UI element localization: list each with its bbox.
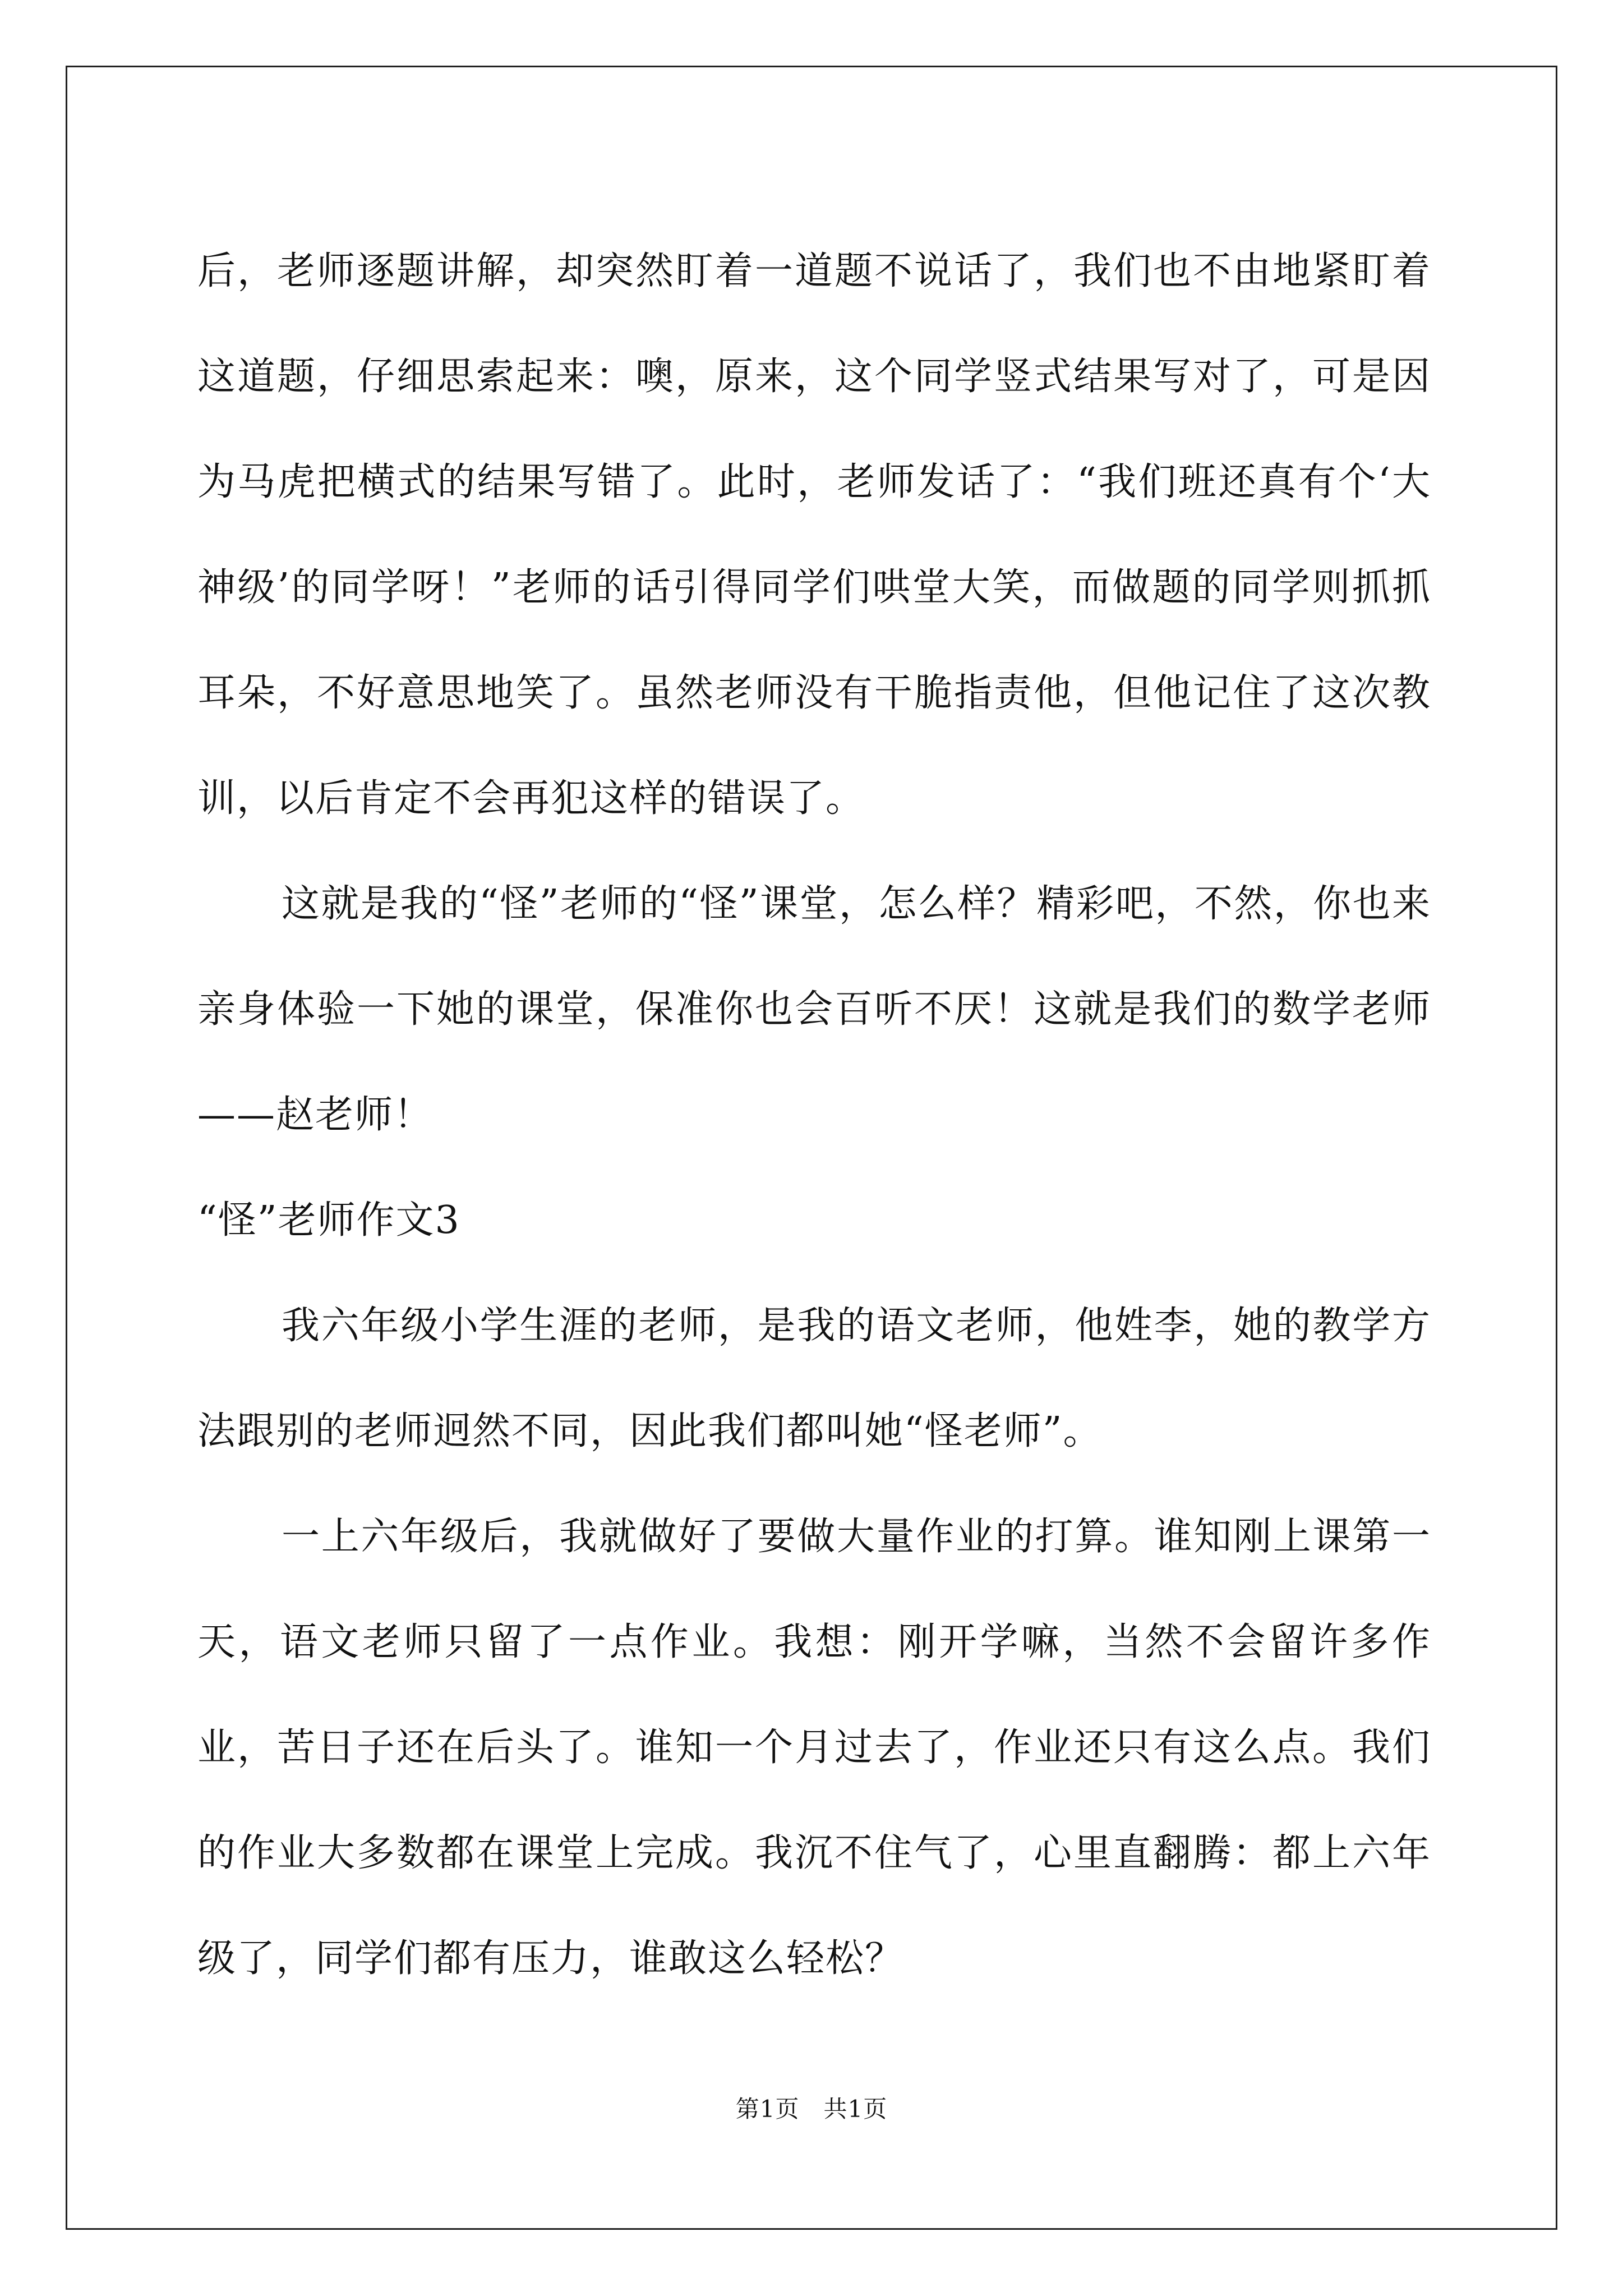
document-body xyxy=(197,219,1431,2012)
page-number: 第1页 xyxy=(735,2095,800,2123)
paragraph: 后，老师逐题讲解，却突然盯着一道题不说话了，我们也不由地紧盯着这道题，仔细思索起来：噢，原来，这个同学竖式结果写对了，可是因为马虎把横式的结果写错了。此时，老师发话了：“我们班还真有个‘大神级’的同学呀！”老师的话引得同学们哄堂大笑，而做题的同学则抓抓耳朵，不好意思地笑了。虽然老师没有干脆指责他，但他记住了这次教训，以后肯定不会再犯这样的错误了。 xyxy=(197,249,1431,821)
page-total: 共1页 xyxy=(823,2095,888,2123)
page-footer xyxy=(0,2092,1623,2126)
paragraph: 我六年级小学生涯的老师，是我的语文老师，他姓李，她的教学方法跟别的老师迥然不同，因此我们都叫她“怪老师”。 xyxy=(197,1304,1431,1453)
section-title: “怪”老师作文3 xyxy=(197,1198,460,1243)
paragraph: 这就是我的“怪”老师的“怪”课堂，怎么样？精彩吧，不然，你也来亲身体验一下她的课堂，保准你也会百听不厌！这就是我们的数学老师——赵老师！ xyxy=(197,882,1431,1137)
paragraph: 一上六年级后，我就做好了要做大量作业的打算。谁知刚上课第一天，语文老师只留了一点作业。我想：刚开学嘛，当然不会留许多作业，苦日子还在后头了。谁知一个月过去了，作业还只有这么点。我们的作业大多数都在课堂上完成。我沉不住气了，心里直翻腾：都上六年级了，同学们都有压力，谁敢这么轻松？ xyxy=(197,1515,1431,1981)
